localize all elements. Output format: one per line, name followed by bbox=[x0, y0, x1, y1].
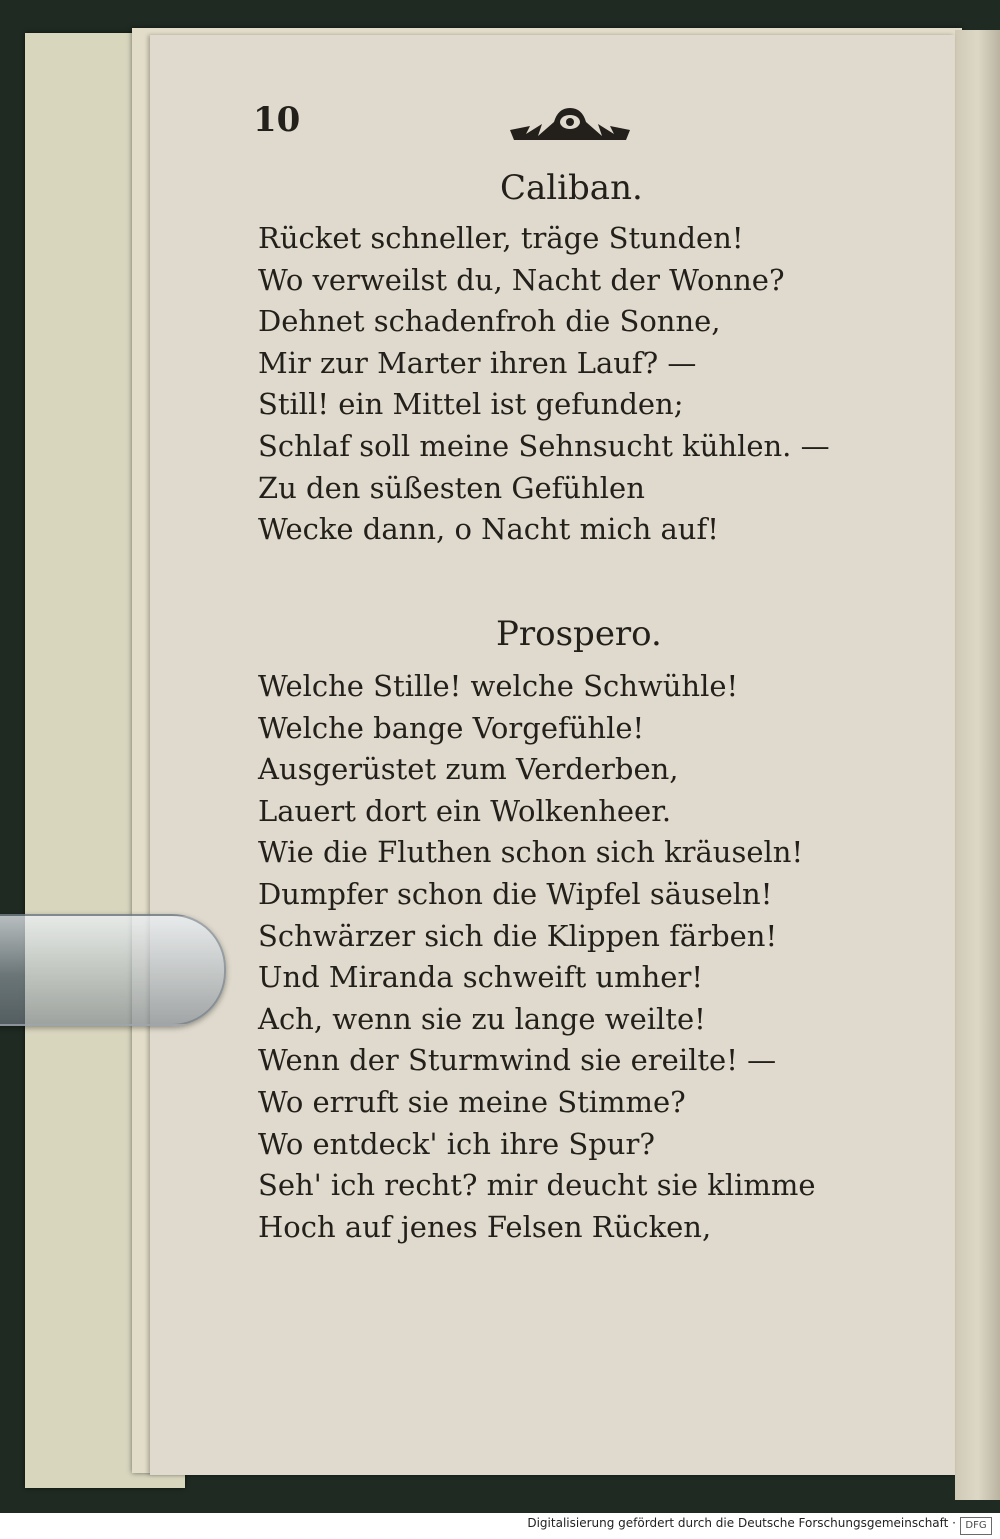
verse-line: Wenn der Sturmwind sie ereilte! — bbox=[258, 1043, 777, 1078]
verse-line: Welche Stille! welche Schwühle! bbox=[258, 669, 739, 703]
verse-line: Still! ein Mittel ist gefunden; bbox=[258, 387, 684, 422]
verse-line: Mir zur Marter ihren Lauf? — bbox=[258, 345, 697, 380]
verse-line: Wo entdeck' ich ihre Spur? bbox=[258, 1126, 655, 1161]
dfg-logo: DFG bbox=[960, 1517, 992, 1535]
speaker-caliban: Caliban. bbox=[500, 168, 643, 208]
funding-notice: Digitalisierung gefördert durch die Deutsche Forschungsgemeinschaft · bbox=[527, 1516, 956, 1530]
verse-line: Seh' ich recht? mir deucht sie klimme bbox=[258, 1168, 816, 1203]
verse-line: Welche bange Vorgefühle! bbox=[258, 710, 645, 745]
verse-line: Lauert dort ein Wolkenheer. bbox=[258, 793, 672, 828]
verse-line: Und Miranda schweift umher! bbox=[258, 960, 703, 995]
verse-line: Hoch auf jenes Felsen Rücken, bbox=[258, 1209, 712, 1244]
verse-line: Wo verweilst du, Nacht der Wonne? bbox=[258, 262, 785, 297]
verse-line: Zu den süßesten Gefühlen bbox=[258, 470, 645, 505]
verse-line: Wo erruft sie meine Stimme? bbox=[258, 1084, 686, 1119]
verse-line: Schlaf soll meine Sehnsucht kühlen. — bbox=[258, 428, 830, 463]
verse-line: Dehnet schadenfroh die Sonne, bbox=[258, 304, 721, 339]
verse-line: Schwärzer sich die Klippen färben! bbox=[258, 918, 778, 953]
speaker-prospero: Prospero. bbox=[496, 614, 662, 654]
verse-line: Ach, wenn sie zu lange weilte! bbox=[258, 1001, 706, 1036]
verse-line: Rücket schneller, träge Stunden! bbox=[258, 221, 744, 255]
verse-prospero bbox=[258, 666, 816, 1248]
printers-ornament-icon bbox=[508, 100, 632, 146]
footer-bar bbox=[0, 1513, 1000, 1539]
verse-line: Dumpfer schon die Wipfel säuseln! bbox=[258, 876, 773, 911]
verse-line: Ausgerüstet zum Verderben, bbox=[258, 752, 679, 787]
page-number: 10 bbox=[253, 100, 301, 140]
book-page-edge bbox=[955, 30, 1000, 1500]
verse-caliban bbox=[258, 218, 830, 551]
verse-line: Wie die Fluthen schon sich kräuseln! bbox=[258, 835, 804, 870]
verse-line: Wecke dann, o Nacht mich auf! bbox=[258, 512, 719, 547]
page-weight-clip bbox=[0, 914, 226, 1026]
